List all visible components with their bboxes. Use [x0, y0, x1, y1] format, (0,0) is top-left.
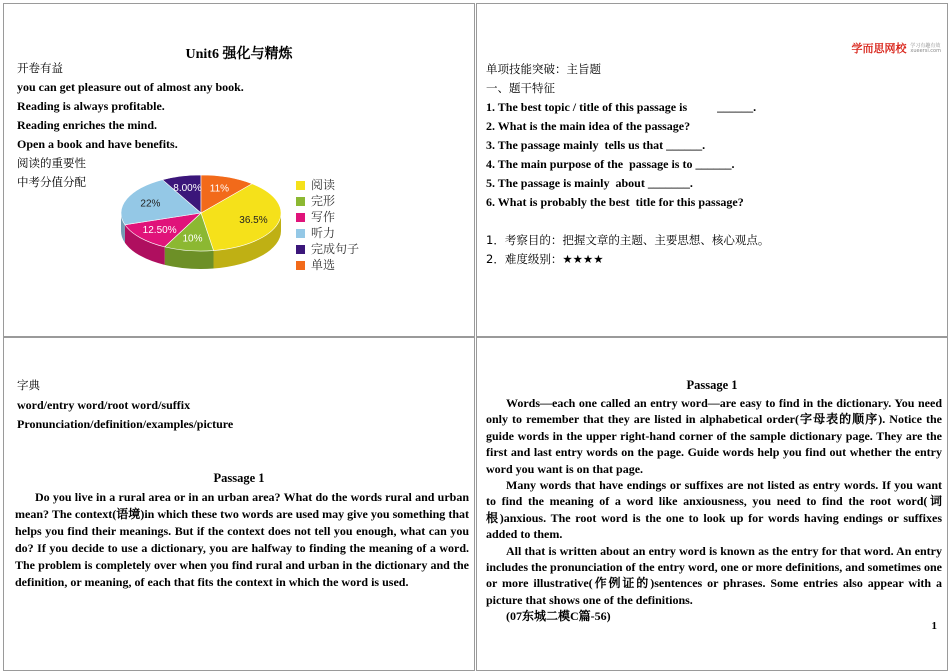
question-line: 4. The main purpose of the passage is to ______. [486, 157, 735, 171]
legend-label: 阅读 [311, 178, 336, 192]
distribution-label: 中考分值分配 [17, 175, 86, 189]
passage-title: Passage 1 [213, 471, 265, 485]
legend-label: 完形 [311, 194, 336, 208]
pie-data-label: 22% [140, 198, 161, 210]
slide-reading-importance [3, 3, 475, 337]
passage-title: Passage 1 [686, 378, 738, 392]
legend-item [296, 257, 359, 273]
slide-dictionary [3, 337, 475, 671]
paragraph-text: Many words that have endings or suffixes are not listed as entry words. If you want to find the meaning of a word like anxiousness, you need to find the root word(词根)anxious. The root word is the one to look up for words having endings or suffixes added to them. [486, 478, 942, 542]
passage-body [486, 395, 942, 625]
legend-label: 单选 [311, 258, 336, 272]
legend-item [296, 209, 359, 225]
question-line: 3. The passage mainly tells us that ______. [486, 138, 706, 152]
legend-swatch [296, 261, 305, 270]
quote-line: Reading enriches the mind. [17, 118, 158, 132]
legend-swatch [296, 229, 305, 238]
logo-text: 学而思网校 [851, 42, 907, 55]
dictionary-heading: 字典 [17, 378, 40, 392]
legend-swatch [296, 213, 305, 222]
pie-data-label: 8.00% [173, 182, 202, 194]
xueersi-logo [852, 40, 941, 56]
legend-item [296, 177, 359, 193]
legend-item [296, 241, 359, 257]
heading-kaijuan: 开卷有益 [17, 61, 63, 75]
quote-line: Reading is always profitable. [17, 99, 165, 113]
score-pie-chart [109, 169, 294, 284]
legend-swatch [296, 197, 305, 206]
unit-title: Unit6 强化与精炼 [185, 47, 293, 62]
logo-sub: 学习有趣有效 [910, 43, 941, 49]
dictionary-parts: Pronunciation/definition/examples/picture [17, 417, 234, 431]
legend-label: 完成句子 [311, 242, 360, 256]
legend-item [296, 225, 359, 241]
pie-legend [296, 177, 359, 273]
pie-data-label: 12.50% [142, 224, 177, 236]
question-line: 2. What is the main idea of the passage? [486, 119, 691, 133]
slide-main-idea [476, 3, 948, 337]
source-note: (07东城二模C篇-56) [506, 609, 611, 624]
paragraph-text: Do you live in a rural area or in an urban area? What do the words rural and urban mean? The context(语境)in which these two words are used may give you something that helps you find their meanings. But if the context does not tell you enough, what can you do? If you decide to use a dictionary, you are halfway to finding the meaning of a word. The problem is completely over when you find rural and urban in the dictionary and the definition, or meaning, of each that fits the context in which the word is used. [15, 490, 469, 589]
quote-line: Open a book and have benefits. [17, 137, 178, 151]
exam-purpose: 1．考察目的：把握文章的主题、主要思想、核心观点。 [486, 233, 770, 247]
importance-label: 阅读的重要性 [17, 156, 86, 170]
paragraph-text: Words—each one called an entry word—are easy to find in the dictionary. You need only to remember that they are listed in alphabetical order(字母表的顺序). Notice the guide words in the upper right-hand corner of the sample dictionary page. They are the first and last entry words on the page. Guide words help you find out whether the entry word you want is on that page. [486, 396, 942, 476]
question-line: 6. What is probably the best title for this passage? [486, 195, 744, 209]
legend-swatch [296, 181, 305, 190]
pie-data-label: 10% [182, 233, 203, 245]
quote-line: you can get pleasure out of almost any book. [17, 80, 244, 94]
pie-data-label: 36.5% [239, 214, 268, 226]
question-line: 5. The passage is mainly about _______. [486, 176, 693, 190]
question-line: 1. The best topic / title of this passage is ______. [486, 100, 757, 114]
legend-swatch [296, 245, 305, 254]
paragraph-text: All that is written about an entry word is known as the entry for that word. An entry includes the pronunciation of the entry word, one or more definitions, and sometimes one or more illustrative(作例证的)sentences or phrases. Some entries also appear with a picture that shows one of the definitions. [486, 543, 942, 607]
logo-sub: xueersi.com [910, 48, 941, 54]
legend-item [296, 193, 359, 209]
pie-data-label: 11% [209, 183, 230, 195]
page-number: 1 [931, 620, 937, 632]
legend-label: 写作 [311, 210, 336, 224]
section-heading: 单项技能突破：主旨题 [486, 62, 601, 76]
difficulty-level: 2．难度级别：★★★★ [486, 252, 604, 266]
legend-label: 听力 [311, 226, 336, 240]
passage-paragraph [15, 489, 469, 591]
section-subheading: 一、题干特征 [486, 81, 555, 95]
dictionary-terms: word/entry word/root word/suffix [17, 398, 191, 412]
slide-passage [476, 337, 948, 671]
